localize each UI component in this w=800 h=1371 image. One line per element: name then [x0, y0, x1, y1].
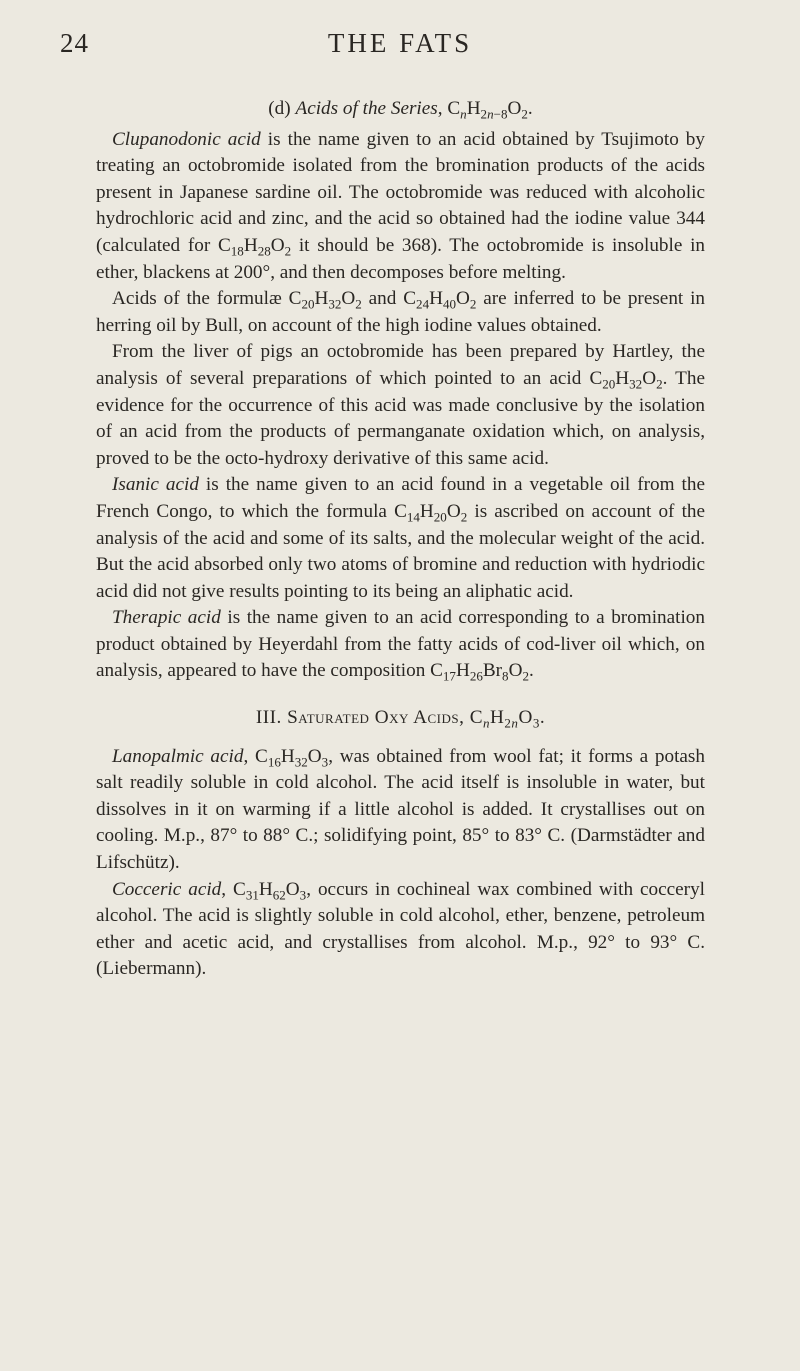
page-number: 24 [60, 28, 89, 58]
paragraph-therapic: Therapic acid is the name given to an acid corresponding to a bromination product obtained by Heyerdahl from the fatty acids of cod-liver oil which, on analysis, appeared to have the composition $C_{17}H_{26}Br_8O_2$. [96, 607, 705, 685]
formula: $C_nH_{2n-8}O_2$ [447, 98, 528, 122]
formula: $C_{20}H_{32}O_2$ [288, 288, 362, 312]
acid-name: Clupanodonic acid [112, 128, 261, 150]
paragraph-clupanodonic: Clupanodonic acid is the name given to an acid obtained by Tsujimoto by treating an octobromide isolated from the bromination products of the acids present in Japanese sardine oil. The octobromide was reduced with alcoholic hydrochloric acid and zinc, and the acid so obtained had the iodine value 344 (calculated for $C_{18}H_{28}O_2$ it should be 368). The octobromide is insoluble in ether, blackens at 200°, and then decomposes before melting. [96, 128, 706, 283]
running-head [60, 28, 740, 68]
acid-name: Therapic acid [112, 607, 221, 629]
paragraph-lanopalmic: Lanopalmic acid, $C_{16}H_{32}O_3$, was obtained from wool fat; it forms a potash salt readily soluble in cold alcohol. The acid itself is insoluble in water, but dissolves in it on warming if a little alcohol is added. It crystallises out on cooling. M.p., 87° to 88° C.; solidifying point, 85° to 83° C. (Darmstädter and Lifschütz). [96, 745, 705, 874]
formula: $C_nH_{2n}O_3$ [469, 707, 540, 731]
formula: $C_{31}H_{62}O_3$ [233, 878, 307, 903]
paragraph-cocceric: Cocceric acid, $C_{31}H_{62}O_3$, occurs in cochineal wax combined with cocceryl alcohol. The acid is slightly soluble in cold alcohol, ether, benzene, petroleum ether and acetic acid, and crystallises from alcohol. M.p., 92° to 93° C. (Liebermann). [96, 878, 705, 980]
formula: $C_{18}H_{28}O_2$ [217, 234, 292, 259]
formula: $C_{20}H_{32}O_2$ [589, 367, 663, 392]
section-heading-iii: III. Saturated Oxy Acids, $C_nH_{2n}O_3$. [255, 707, 546, 731]
paragraph-pigs: From the liver of pigs an octobromide has been prepared by Hartley, the analysis of several preparations of which pointed to an acid $C_{20}H_{32}O_2$. The evidence for the occurrence of this acid was made conclusive by the isolation of an acid from the products of permanganate oxidation which, on analysis, proved to be the octo-hydroxy derivative of this same acid. [96, 341, 705, 469]
formula: $C_{14}H_{20}O_2$ [394, 500, 468, 525]
section-heading-d: (d) Acids of the Series, $C_nH_{2n-8}O_2$. [268, 98, 533, 122]
paragraph-herring: Acids of the formulæ $C_{20}H_{32}O_2$ and $C_{24}H_{40}O_2$ are inferred to be present in herring oil by Bull, on account of the high iodine values obtained. [96, 288, 706, 336]
running-title: THE FATS [327, 28, 473, 58]
body-text [96, 96, 705, 983]
formula: $C_{17}H_{26}Br_8O_2$ [430, 660, 529, 685]
acid-name: Lanopalmic acid [112, 745, 244, 767]
acid-name: Cocceric acid [112, 878, 222, 900]
formula: $C_{16}H_{32}O_3$ [255, 745, 329, 770]
formula: $C_{24}H_{40}O_2$ [403, 288, 477, 312]
paragraph-isanic: Isanic acid is the name given to an acid found in a vegetable oil from the French Congo, to which the formula $C_{14}H_{20}O_2$ is ascribed on account of the analysis of the acid and some of its salts, and the molecular weight of the acid. But the acid absorbed only two atoms of bromine and reduction with hydriodic acid did not give results pointing to its being an aliphatic acid. [96, 474, 706, 602]
acid-name: Isanic acid [112, 474, 199, 496]
